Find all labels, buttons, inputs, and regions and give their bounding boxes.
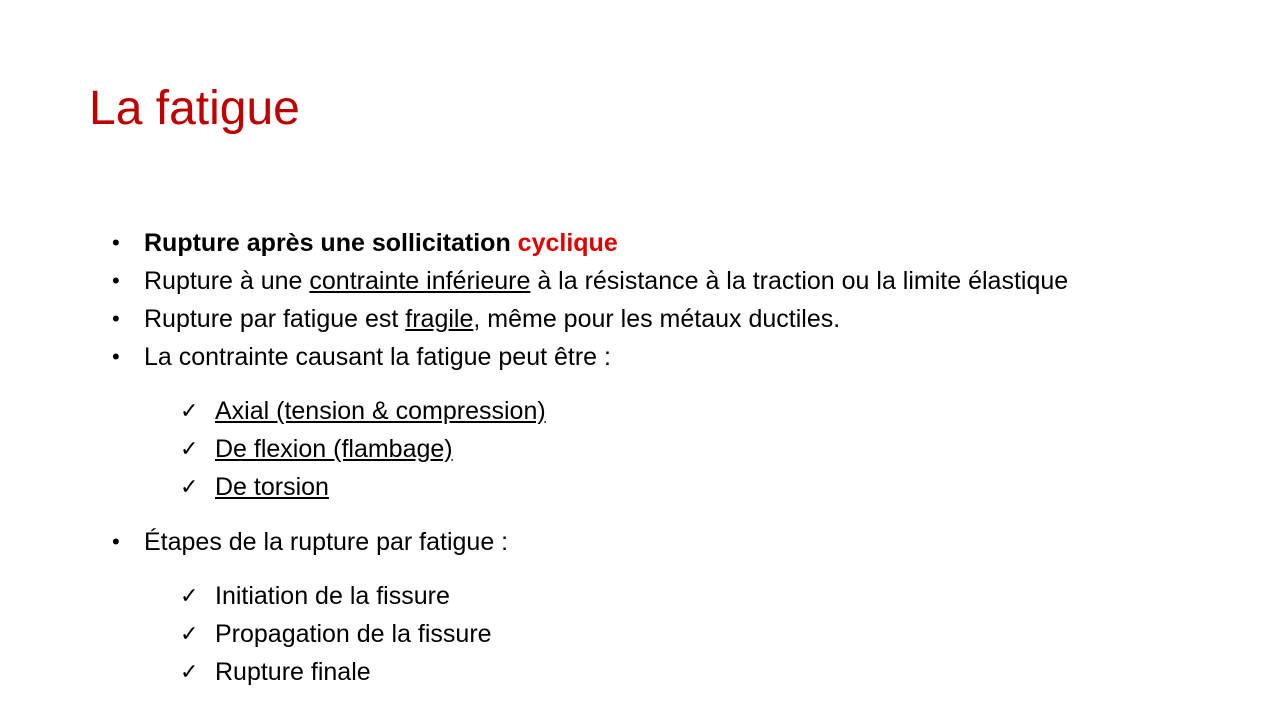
check-icon: ✓ [180, 398, 199, 423]
check-item [112, 468, 546, 506]
bullet-text: Rupture par fatigue est [144, 305, 406, 333]
bullet-text: Rupture après une sollicitation [144, 229, 518, 257]
bullet-icon: • [112, 230, 120, 255]
check-icon: ✓ [180, 621, 199, 646]
bullet-text: Rupture à une [144, 267, 310, 295]
bullet-text: Étapes de la rupture par fatigue : [144, 528, 509, 556]
check-item-text: Axial (tension & compression) [215, 397, 546, 425]
bullet-item [112, 262, 1068, 300]
bullet-item [112, 300, 1068, 338]
bullet-icon: • [112, 344, 120, 369]
bullet-icon: • [112, 268, 120, 293]
bullet-text: La contrainte causant la fatigue peut être : [144, 343, 611, 371]
check-icon: ✓ [180, 583, 199, 608]
check-item [112, 653, 492, 691]
check-icon: ✓ [180, 659, 199, 684]
bullet-icon: • [112, 306, 120, 331]
check-item-text: De torsion [215, 473, 329, 501]
bullet-list [112, 224, 1068, 376]
check-item [112, 430, 546, 468]
check-item-text: Rupture finale [215, 658, 371, 686]
check-item [112, 615, 492, 653]
bullet-item [112, 338, 1068, 376]
underlined-term: contrainte inférieure [309, 267, 531, 295]
underlined-term: fragile [405, 305, 474, 333]
bullet-text: à la résistance à la traction ou la limite élastique [530, 267, 1069, 295]
slide-title: La fatigue [89, 82, 300, 135]
bullet-item [112, 523, 508, 561]
stages-list [112, 577, 492, 691]
check-item [112, 577, 492, 615]
check-icon: ✓ [180, 436, 199, 461]
check-item-text: Initiation de la fissure [215, 582, 450, 610]
bullet-item [112, 224, 1068, 262]
check-item [112, 392, 546, 430]
bullet-text: , même pour les métaux ductiles. [473, 305, 841, 333]
check-item-text: Propagation de la fissure [215, 620, 492, 648]
check-icon: ✓ [180, 474, 199, 499]
bullet-icon: • [112, 529, 120, 554]
stress-types-list [112, 392, 546, 506]
check-item-text: De flexion (flambage) [215, 435, 453, 463]
highlight-word: cyclique [517, 229, 618, 257]
bullet-list-2 [112, 523, 508, 561]
